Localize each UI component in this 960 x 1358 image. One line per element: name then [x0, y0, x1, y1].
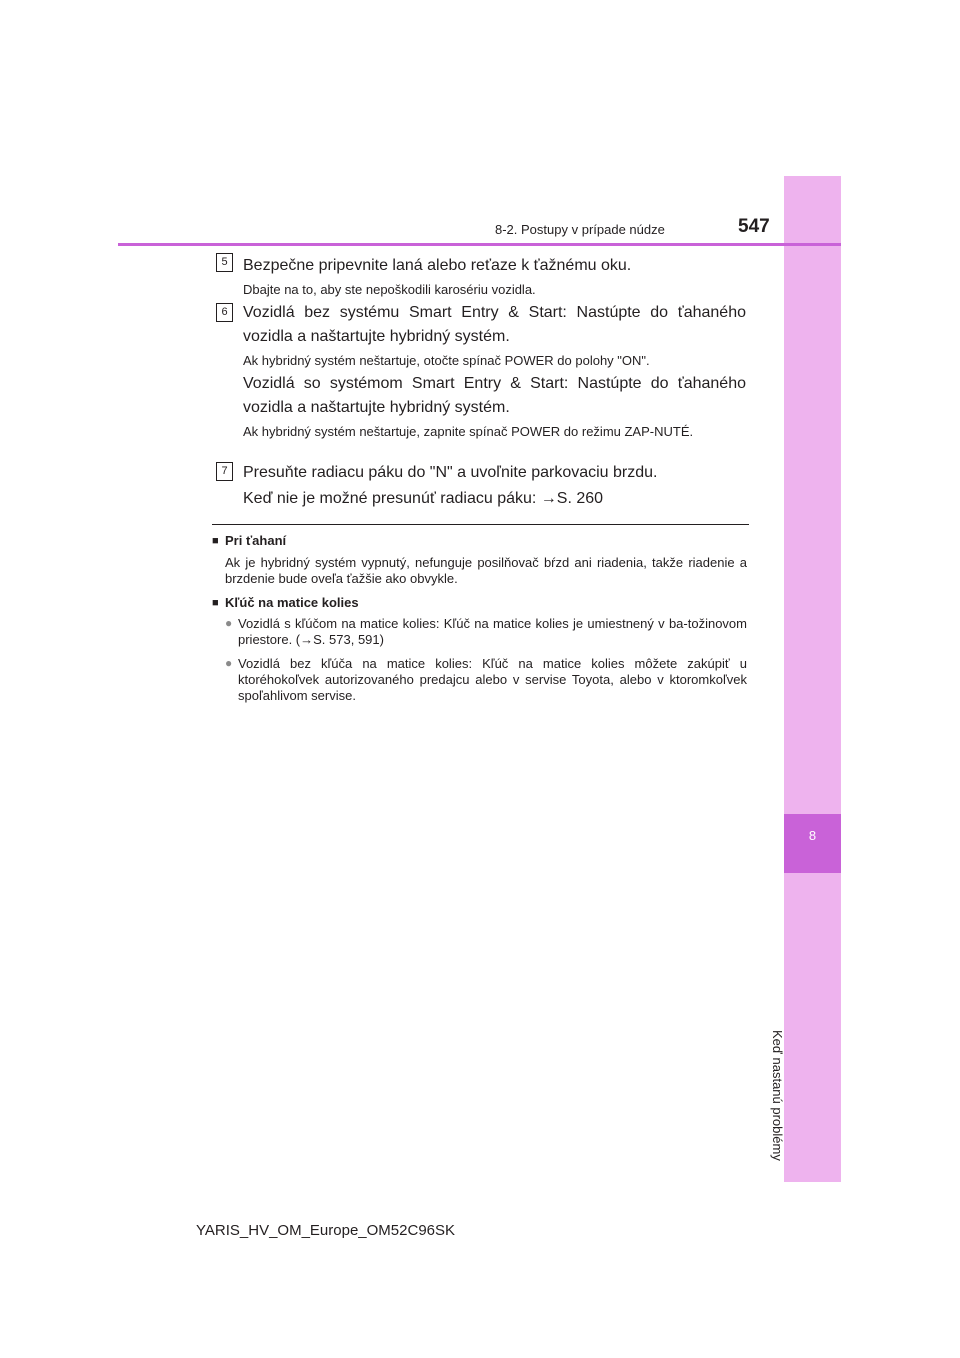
- section-title: 8-2. Postupy v prípade núdze: [495, 222, 665, 237]
- step-6-text-b: Vozidlá so systémom Smart Entry & Start: Nastúpte do ťahaného vozidla a naštartujte hybridný systém.: [243, 375, 746, 416]
- wrench-note-item: Vozidlá s kľúčom na matice kolies: Kľúč na matice kolies je umiestnený v ba-tožinovom priestore. (→S. 573, 591): [238, 616, 747, 647]
- wrench-note-item: Vozidlá bez kľúča na matice kolies: Kľúč na matice kolies môžete zakúpiť u ktoréhokoľvek autorizovaného predajcu alebo v servise Toyota, alebo v ktoromkoľvek spoľahlivom servise.: [238, 656, 747, 703]
- step-5-text: Bezpečne pripevnite laná alebo reťaze k ťažnému oku.: [243, 257, 632, 274]
- chapter-tab[interactable]: [784, 814, 841, 873]
- header-divider: [118, 243, 841, 246]
- towing-note-text: Ak je hybridný systém vypnutý, nefunguje posilňovač bŕzd ani riadenia, takže riadenie a brzdenie bude oveľa ťažšie ako obvykle.: [225, 555, 747, 586]
- notes-divider: [212, 524, 749, 525]
- round-bullet-icon: ●: [225, 616, 233, 630]
- step-6-note-b: Ak hybridný systém neštartuje, zapnite spínač POWER do režimu ZAP-NUTÉ.: [243, 424, 694, 439]
- step-number-7: 7: [216, 462, 233, 481]
- wrench-note-title: Kľúč na matice kolies: [225, 595, 359, 610]
- towing-note-title: Pri ťahaní: [225, 533, 287, 548]
- step-number-5: 5: [216, 253, 233, 272]
- step-7-text: Presuňte radiacu páku do "N" a uvoľnite parkovaciu brzdu.: [243, 464, 658, 481]
- square-bullet-icon: ■: [212, 535, 219, 547]
- step-5-note: Dbajte na to, aby ste nepoškodili karosériu vozidla.: [243, 282, 536, 297]
- step-number-6: 6: [216, 303, 233, 322]
- square-bullet-icon: ■: [212, 597, 219, 609]
- chapter-title: Keď nastanú problémy: [770, 1030, 785, 1161]
- round-bullet-icon: ●: [225, 656, 233, 670]
- chapter-sidebar: [784, 176, 841, 1182]
- step-7-text2: Keď nie je možné presunúť radiacu páku: →S. 260: [243, 490, 604, 507]
- page-number: 547: [738, 216, 770, 237]
- step-6-text-a: Vozidlá bez systému Smart Entry & Start: Nastúpte do ťahaného vozidla a naštartujte hybridný systém.: [243, 304, 746, 345]
- document-id: YARIS_HV_OM_Europe_OM52C96SK: [196, 1222, 456, 1239]
- step-6-note-a: Ak hybridný systém neštartuje, otočte spínač POWER do polohy "ON".: [243, 353, 650, 368]
- chapter-number: 8: [808, 828, 817, 843]
